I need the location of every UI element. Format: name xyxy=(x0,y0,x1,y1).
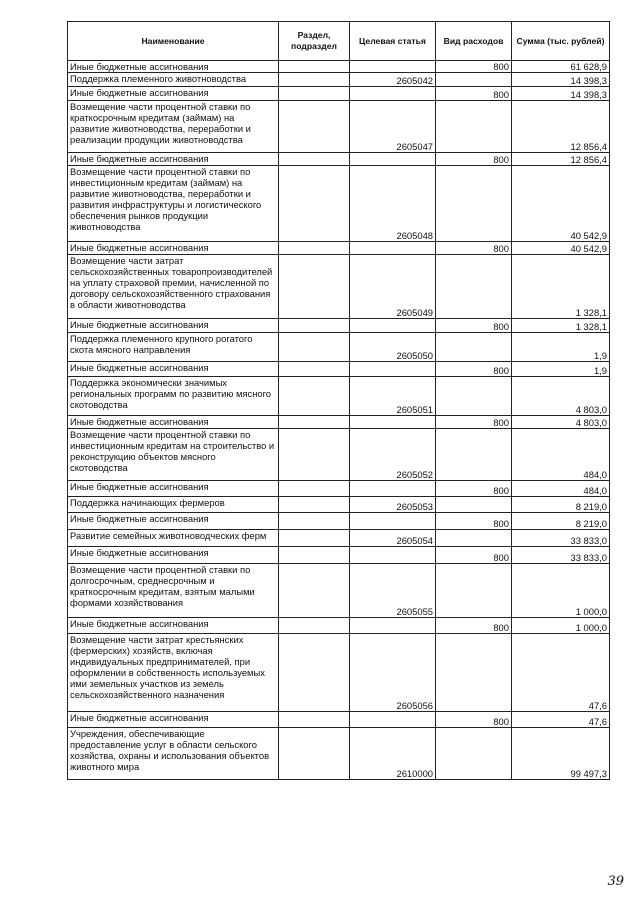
cell-target: 2605047 xyxy=(350,101,436,153)
cell-target xyxy=(350,513,436,530)
cell-name: Поддержка племенного животноводства xyxy=(68,73,279,87)
cell-sum: 12 856,4 xyxy=(512,153,610,166)
cell-type: 800 xyxy=(436,547,512,564)
cell-section xyxy=(279,530,350,547)
cell-type xyxy=(436,333,512,362)
cell-name: Возмещение части затрат крестьянских (фермерских) хозяйств, включая индивидуальных предпринимателей, при оформлении в собственность используемых ими земельных участков из земель сельскохозяйственного назначения xyxy=(68,634,279,712)
cell-target xyxy=(350,87,436,101)
cell-type: 800 xyxy=(436,362,512,377)
cell-sum: 40 542,9 xyxy=(512,166,610,242)
table-row xyxy=(68,166,610,242)
table-row xyxy=(68,497,610,513)
cell-section xyxy=(279,153,350,166)
table-row xyxy=(68,564,610,618)
cell-type xyxy=(436,255,512,319)
cell-sum: 61 628,9 xyxy=(512,61,610,73)
cell-target xyxy=(350,712,436,728)
cell-type: 800 xyxy=(436,618,512,634)
cell-target: 2605052 xyxy=(350,429,436,481)
cell-name: Иные бюджетные ассигнования xyxy=(68,416,279,429)
cell-name: Учреждения, обеспечивающие предоставление услуг в области сельского хозяйства, охраны и использования объектов животного мира xyxy=(68,728,279,780)
table-row xyxy=(68,153,610,166)
cell-type: 800 xyxy=(436,416,512,429)
cell-type: 800 xyxy=(436,481,512,497)
cell-section xyxy=(279,87,350,101)
cell-sum: 8 219,0 xyxy=(512,513,610,530)
cell-type xyxy=(436,101,512,153)
cell-sum: 1 000,0 xyxy=(512,618,610,634)
table-row xyxy=(68,513,610,530)
cell-name: Поддержка экономически значимых региональных программ по развитию мясного скотоводства xyxy=(68,377,279,416)
table-row xyxy=(68,416,610,429)
cell-name: Поддержка начинающих фермеров xyxy=(68,497,279,513)
cell-target: 2605053 xyxy=(350,497,436,513)
header-section: Раздел, подраздел xyxy=(279,22,350,61)
cell-target xyxy=(350,481,436,497)
cell-section xyxy=(279,166,350,242)
table-row xyxy=(68,547,610,564)
cell-section xyxy=(279,333,350,362)
cell-name: Иные бюджетные ассигнования xyxy=(68,319,279,333)
cell-type xyxy=(436,429,512,481)
cell-name: Иные бюджетные ассигнования xyxy=(68,547,279,564)
budget-table xyxy=(67,21,610,780)
cell-name: Возмещение части процентной ставки по краткосрочным кредитам (займам) на развитие животноводства, переработки и реализации продукции животноводства xyxy=(68,101,279,153)
cell-type: 800 xyxy=(436,242,512,255)
cell-section xyxy=(279,377,350,416)
page-number: 39 xyxy=(607,874,624,889)
table-row xyxy=(68,242,610,255)
cell-type: 800 xyxy=(436,712,512,728)
table-row xyxy=(68,73,610,87)
cell-name: Возмещение части процентной ставки по инвестиционным кредитам на строительство и реконструкцию объектов мясного скотоводства xyxy=(68,429,279,481)
cell-name: Иные бюджетные ассигнования xyxy=(68,362,279,377)
cell-target xyxy=(350,61,436,73)
cell-target: 2605048 xyxy=(350,166,436,242)
cell-section xyxy=(279,481,350,497)
table-row xyxy=(68,618,610,634)
cell-sum: 14 398,3 xyxy=(512,73,610,87)
table-row xyxy=(68,333,610,362)
table-row xyxy=(68,255,610,319)
cell-sum: 99 497,3 xyxy=(512,728,610,780)
cell-name: Возмещение части процентной ставки по долгосрочным, среднесрочным и краткосрочным кредитам, взятым малыми формами хозяйствования xyxy=(68,564,279,618)
cell-sum: 1,9 xyxy=(512,333,610,362)
cell-type: 800 xyxy=(436,87,512,101)
cell-type xyxy=(436,728,512,780)
cell-type xyxy=(436,497,512,513)
table-row xyxy=(68,728,610,780)
table-row xyxy=(68,61,610,73)
table-row xyxy=(68,101,610,153)
cell-name: Развитие семейных животноводческих ферм xyxy=(68,530,279,547)
cell-section xyxy=(279,429,350,481)
cell-name: Иные бюджетные ассигнования xyxy=(68,481,279,497)
cell-target xyxy=(350,618,436,634)
header-sum: Сумма (тыс. рублей) xyxy=(512,22,610,61)
cell-sum: 484,0 xyxy=(512,429,610,481)
cell-section xyxy=(279,712,350,728)
cell-section xyxy=(279,634,350,712)
table-row xyxy=(68,429,610,481)
cell-name: Иные бюджетные ассигнования xyxy=(68,87,279,101)
cell-sum: 12 856,4 xyxy=(512,101,610,153)
cell-name: Иные бюджетные ассигнования xyxy=(68,153,279,166)
table-row xyxy=(68,634,610,712)
cell-target: 2605055 xyxy=(350,564,436,618)
cell-sum: 8 219,0 xyxy=(512,497,610,513)
table-row xyxy=(68,530,610,547)
cell-section xyxy=(279,497,350,513)
cell-sum: 1,9 xyxy=(512,362,610,377)
cell-target: 2605050 xyxy=(350,333,436,362)
cell-type xyxy=(436,166,512,242)
cell-name: Поддержка племенного крупного рогатого скота мясного направления xyxy=(68,333,279,362)
cell-type: 800 xyxy=(436,319,512,333)
cell-type: 800 xyxy=(436,153,512,166)
cell-name: Возмещение части процентной ставки по инвестиционным кредитам (займам) на развитие животноводства, переработки и развития инфраструктуры и логистического обеспечения рынков продукции животноводства xyxy=(68,166,279,242)
cell-target: 2605054 xyxy=(350,530,436,547)
table-row xyxy=(68,362,610,377)
cell-sum: 1 000,0 xyxy=(512,564,610,618)
cell-target: 2605049 xyxy=(350,255,436,319)
cell-name: Иные бюджетные ассигнования xyxy=(68,712,279,728)
table-row xyxy=(68,319,610,333)
cell-target: 2605051 xyxy=(350,377,436,416)
cell-target xyxy=(350,319,436,333)
cell-target: 2605056 xyxy=(350,634,436,712)
cell-sum: 1 328,1 xyxy=(512,319,610,333)
cell-type xyxy=(436,634,512,712)
cell-section xyxy=(279,564,350,618)
cell-name: Иные бюджетные ассигнования xyxy=(68,242,279,255)
cell-name: Иные бюджетные ассигнования xyxy=(68,618,279,634)
cell-section xyxy=(279,255,350,319)
cell-target xyxy=(350,242,436,255)
cell-sum: 33 833,0 xyxy=(512,530,610,547)
cell-section xyxy=(279,101,350,153)
cell-sum: 33 833,0 xyxy=(512,547,610,564)
cell-name: Иные бюджетные ассигнования xyxy=(68,513,279,530)
cell-type xyxy=(436,377,512,416)
cell-type xyxy=(436,530,512,547)
cell-sum: 47,6 xyxy=(512,712,610,728)
cell-section xyxy=(279,618,350,634)
cell-section xyxy=(279,416,350,429)
cell-section xyxy=(279,61,350,73)
table-row xyxy=(68,377,610,416)
table-header-row xyxy=(68,22,610,61)
cell-section xyxy=(279,513,350,530)
cell-sum: 4 803,0 xyxy=(512,377,610,416)
cell-section xyxy=(279,728,350,780)
table-row xyxy=(68,481,610,497)
cell-target xyxy=(350,153,436,166)
cell-type xyxy=(436,564,512,618)
cell-type: 800 xyxy=(436,61,512,73)
header-type: Вид расходов xyxy=(436,22,512,61)
cell-type xyxy=(436,73,512,87)
cell-section xyxy=(279,73,350,87)
cell-sum: 14 398,3 xyxy=(512,87,610,101)
cell-target: 2610000 xyxy=(350,728,436,780)
cell-target xyxy=(350,547,436,564)
cell-section xyxy=(279,362,350,377)
cell-name: Возмещение части затрат сельскохозяйственных товаропроизводителей на уплату страховой премии, начисленной по договору сельскохозяйственного страхования в области животноводства xyxy=(68,255,279,319)
table-row xyxy=(68,87,610,101)
cell-name: Иные бюджетные ассигнования xyxy=(68,61,279,73)
cell-type: 800 xyxy=(436,513,512,530)
cell-target xyxy=(350,416,436,429)
cell-sum: 1 328,1 xyxy=(512,255,610,319)
header-name: Наименование xyxy=(68,22,279,61)
cell-target xyxy=(350,362,436,377)
cell-target: 2605042 xyxy=(350,73,436,87)
cell-section xyxy=(279,242,350,255)
cell-sum: 47,6 xyxy=(512,634,610,712)
table-body xyxy=(68,61,610,780)
cell-sum: 484,0 xyxy=(512,481,610,497)
table-row xyxy=(68,712,610,728)
cell-section xyxy=(279,319,350,333)
cell-section xyxy=(279,547,350,564)
header-target: Целевая статья xyxy=(350,22,436,61)
cell-sum: 40 542,9 xyxy=(512,242,610,255)
cell-sum: 4 803,0 xyxy=(512,416,610,429)
